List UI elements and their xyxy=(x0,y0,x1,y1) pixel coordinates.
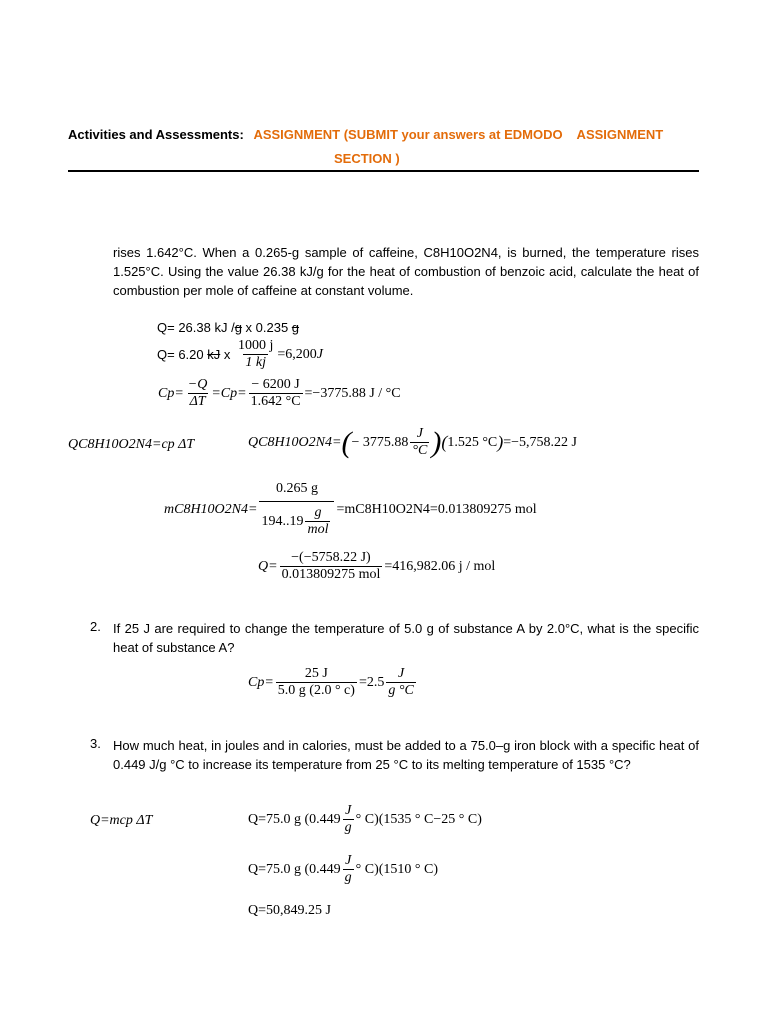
p2-fraction-2 xyxy=(386,666,415,699)
p3-eq1-part: ° C)(1535 ° C−25 ° C) xyxy=(355,811,482,827)
eq5-den-fraction xyxy=(305,505,330,538)
p2-result: =2.5 xyxy=(358,674,385,690)
p2-unit-numerator: J xyxy=(397,666,405,681)
eq5-den-denominator: mol xyxy=(307,522,329,537)
p3-eq2-part: Q=75.0 g (0.449 xyxy=(248,861,341,877)
problem3-eq3: Q=50,849.25 J xyxy=(248,903,331,918)
p2-denominator: 5.0 g (2.0 ° c) xyxy=(277,683,355,698)
eq5-part: mC8H10O2N4= xyxy=(164,501,258,517)
p3-eq2-part: ° C)(1510 ° C) xyxy=(355,861,439,877)
eq2 xyxy=(157,338,323,371)
eq3-fraction-1 xyxy=(186,377,210,410)
p3-eq2-denominator: g xyxy=(344,870,352,885)
p2-unit-denominator: g °C xyxy=(388,683,414,698)
eq2-fraction xyxy=(236,338,275,371)
problem3-number: 3. xyxy=(90,736,101,751)
eq3-part: Cp= xyxy=(158,385,184,401)
eq5-result: =mC8H10O2N4=0.013809275 mol xyxy=(336,501,537,517)
eq3-result: =−3775.88 J / °C xyxy=(304,385,401,401)
problem1-paragraph: rises 1.642°C. When a 0.265-g sample of caffeine, C8H10O2N4, is burned, the temperature rises 1.525°C. Using the value 26.38 kJ/g for the heat of combustion of benzoic acid, calculate the heat of combustion per mole of caffeine at constant volume. xyxy=(113,245,699,298)
eq4-paren-close: ) xyxy=(431,425,442,459)
header-label: Activities and Assessments: xyxy=(68,127,244,142)
eq4-value: − 3775.88 xyxy=(351,434,409,450)
eq4-part: QC8H10O2N4= xyxy=(248,434,342,450)
problem3-eq2 xyxy=(248,853,438,886)
eq6-numerator: −(−5758.22 J) xyxy=(291,550,371,565)
p3-eq2-fraction xyxy=(343,853,354,886)
eq5-denominator xyxy=(259,501,334,538)
p3-eq1-part: Q=75.0 g (0.449 xyxy=(248,811,341,827)
eq4-formula: QC8H10O2N4=cp ΔT xyxy=(68,437,195,452)
p2-eq-part: Cp= xyxy=(248,674,274,690)
eq3-numerator: − 6200 J xyxy=(251,377,300,392)
eq2-part: Q= 6.20 xyxy=(157,347,208,362)
eq2-unit: J xyxy=(316,346,323,362)
eq6-fraction xyxy=(280,550,383,583)
header-line xyxy=(68,127,663,142)
eq6-part: Q= xyxy=(258,558,278,574)
eq6-result: =416,982.06 j / mol xyxy=(384,558,496,574)
p3-eq1-denominator: g xyxy=(344,820,352,835)
eq5 xyxy=(164,481,537,538)
header-divider xyxy=(68,170,699,172)
assignment-title: ASSIGNMENT (SUBMIT your answers at EDMODO ASSIGNMENT xyxy=(253,127,664,142)
eq4 xyxy=(248,426,577,459)
problem2-eq xyxy=(248,666,418,699)
eq4-paren-open: ( xyxy=(341,425,352,459)
eq3 xyxy=(158,377,401,410)
eq5-numerator: 0.265 g xyxy=(275,481,318,496)
eq2-cancel-unit: kJ xyxy=(207,347,221,362)
eq4-numerator: J xyxy=(416,426,423,441)
eq1-part: Q= 26.38 kJ / xyxy=(157,320,235,335)
p3-eq1-fraction xyxy=(343,803,354,836)
p3-eq2-numerator: J xyxy=(345,853,352,868)
eq5-den-value: 194..19 xyxy=(261,513,304,529)
eq4-paren: ) xyxy=(497,432,504,452)
eq2-numerator: 1000 j xyxy=(237,338,274,353)
eq6 xyxy=(258,550,495,583)
eq1 xyxy=(157,320,299,335)
eq4-paren: ( xyxy=(441,432,448,452)
eq1-part: x 0.235 xyxy=(241,320,292,335)
eq3-denominator: ΔT xyxy=(189,394,206,409)
problem3-formula: Q=mcp ΔT xyxy=(90,813,153,828)
problem3-text: How much heat, in joules and in calories, must be added to a 75.0–g iron block with a specific heat of 0.449 J/g °C to increase its temperature from 25 °C to its melting temperature of 1535 °C? xyxy=(113,738,699,772)
eq4-denominator: °C xyxy=(412,443,428,458)
eq2-part: x xyxy=(220,347,234,362)
problem2-number: 2. xyxy=(90,619,101,634)
eq4-fraction xyxy=(410,426,429,459)
eq1-cancel-unit: g xyxy=(234,320,242,335)
eq4-result: =−5,758.22 J xyxy=(503,434,577,450)
problem3-eq1 xyxy=(248,803,482,836)
eq3-part: =Cp= xyxy=(211,385,247,401)
assignment-title-continued: SECTION ) xyxy=(334,151,400,166)
eq5-fraction xyxy=(259,481,334,538)
p3-eq1-numerator: J xyxy=(345,803,352,818)
p2-fraction-1 xyxy=(276,666,357,699)
eq3-fraction-2 xyxy=(249,377,303,410)
eq2-result: =6,200 xyxy=(277,346,317,362)
p2-numerator: 25 J xyxy=(304,666,328,681)
problem2-text: If 25 J are required to change the temperature of 5.0 g of substance A by 2.0°C, what is the specific heat of substance A? xyxy=(113,621,699,655)
eq1-cancel-unit: g xyxy=(291,320,300,335)
eq5-den-numerator: g xyxy=(314,505,322,520)
eq4-temp: 1.525 °C xyxy=(447,434,498,450)
eq6-denominator: 0.013809275 mol xyxy=(281,567,381,582)
eq2-denominator: 1 kj xyxy=(245,355,266,370)
eq3-numerator: −Q xyxy=(187,377,208,392)
eq3-denominator: 1.642 °C xyxy=(250,394,301,409)
